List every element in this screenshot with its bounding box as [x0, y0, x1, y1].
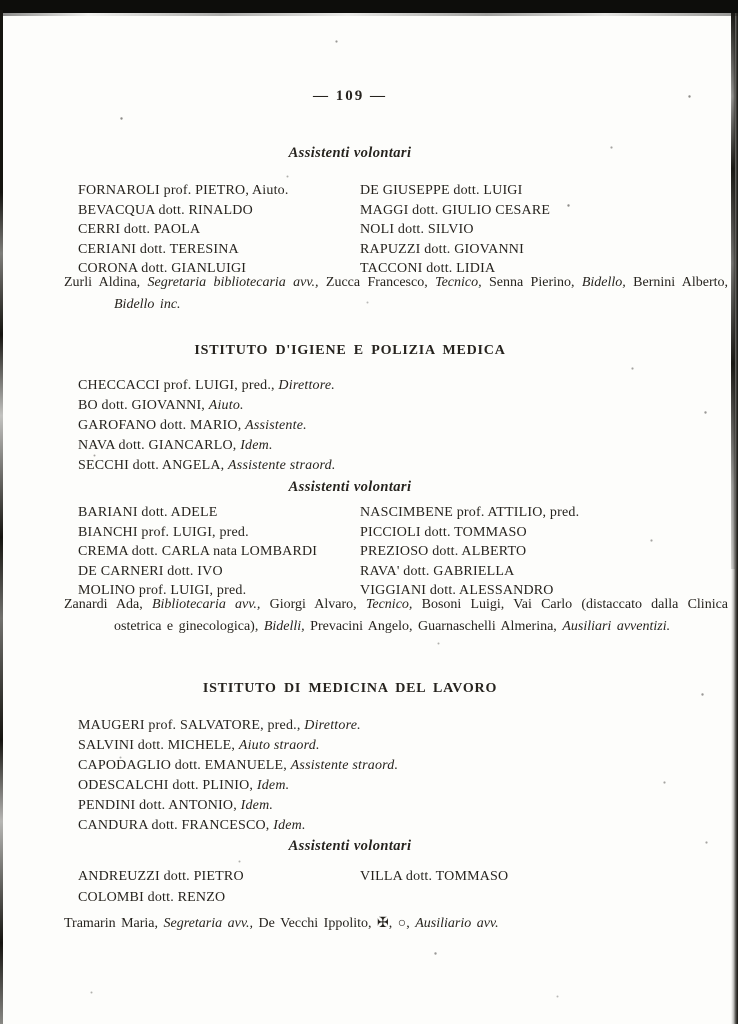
staff-role: Segretaria avv.,: [163, 916, 254, 931]
section-heading-assistenti-volontari-1: Assistenti volontari: [288, 145, 412, 161]
person-name: MAUGERI prof. SALVATORE, pred.,: [78, 718, 305, 733]
volunteer-list-2-left-column: [78, 503, 360, 601]
list-item: [78, 456, 678, 476]
volunteer-list-1-left-column: [78, 181, 360, 279]
staff-name: Zanardi Ada,: [64, 597, 152, 612]
list-item: RAVA' dott. GABRIELLA: [360, 563, 515, 579]
staff-role: Bibliotecaria avv.,: [151, 597, 261, 612]
staff-name: Zurli Aldina,: [64, 275, 148, 290]
list-item: BEVACQUA dott. RINALDO: [78, 202, 253, 218]
staff-name: De Vecchi Ippolito,: [253, 916, 378, 931]
list-item: [78, 716, 678, 736]
list-item: DE CARNERI dott. IVO: [78, 563, 223, 579]
staff-name: Bernini Alberto,: [625, 275, 728, 290]
medicina-lavoro-staff-list: [78, 716, 678, 836]
scan-right-binding-edge: [731, 13, 738, 1024]
scan-noise: [0, 0, 1, 1]
list-item: NOLI dott. SILVIO: [360, 222, 474, 237]
section-heading-istituto-medicina-lavoro: ISTITUTO DI MEDICINA DEL LAVORO: [202, 681, 498, 696]
scan-left-edge: [0, 10, 3, 1024]
list-item: TACCONI dott. LIDIA: [360, 261, 496, 276]
page-number: — 109 —: [313, 88, 387, 104]
list-item: VIGGIANI dott. ALESSANDRO: [360, 583, 554, 598]
staff-name: Giorgi Alvaro,: [260, 597, 366, 612]
list-item: [78, 436, 678, 456]
staff-role: Segretaria bibliotecaria avv.,: [147, 275, 319, 290]
list-item: ANDREUZZI dott. PIETRO: [78, 869, 244, 884]
person-role: Idem.: [256, 778, 290, 793]
section-heading-assistenti-volontari-2: Assistenti volontari: [288, 479, 412, 495]
staff-role: Ausiliari avventizi.: [562, 619, 671, 634]
person-role: Assistente straord.: [228, 458, 336, 473]
section-heading-istituto-igiene: ISTITUTO D'IGIENE E POLIZIA MEDICA: [194, 343, 506, 358]
person-name: GAROFANO dott. MARIO,: [78, 418, 246, 433]
list-item: [78, 756, 678, 776]
list-item: DE GIUSEPPE dott. LUIGI: [360, 183, 523, 198]
person-role: Assistente.: [245, 418, 307, 433]
person-role: Direttore.: [278, 378, 335, 393]
person-name: CAPODAGLIO dott. EMANUELE,: [78, 758, 291, 773]
person-role: Aiuto straord.: [238, 738, 320, 753]
person-role: Assistente straord.: [290, 758, 399, 773]
list-item: CERIANI dott. TERESINA: [78, 241, 239, 257]
person-name: CHECCACCI prof. LUIGI, pred.,: [78, 378, 279, 393]
volunteer-list-3-right-column: [360, 866, 678, 908]
list-item: [78, 816, 678, 836]
list-item: NASCIMBENE prof. ATTILIO, pred.: [360, 505, 580, 520]
staff-paragraph-3: [64, 913, 728, 935]
list-item: [78, 376, 678, 396]
staff-paragraph-1: [64, 272, 728, 316]
person-name: NAVA dott. GIANCARLO,: [78, 438, 241, 453]
person-name: SECCHI dott. ANGELA,: [78, 458, 229, 473]
staff-role: Tecnico,: [365, 597, 413, 612]
volunteer-list-1-right-column: [360, 181, 678, 279]
person-name: ODESCALCHI dott. PLINIO,: [78, 778, 257, 793]
list-item: [78, 396, 678, 416]
person-name: CANDURA dott. FRANCESCO,: [78, 818, 274, 833]
person-role: Direttore.: [304, 718, 361, 733]
person-role: Idem.: [240, 438, 273, 453]
volunteer-list-2: [78, 503, 678, 601]
list-item: [78, 736, 678, 756]
staff-name: Zucca Francesco,: [318, 275, 436, 290]
list-item: MAGGI dott. GIULIO CESARE: [360, 202, 551, 218]
igiene-staff-list: [78, 376, 678, 476]
person-role: Idem.: [240, 798, 274, 813]
person-role: Aiuto.: [208, 398, 244, 413]
list-item: PREZIOSO dott. ALBERTO: [360, 544, 527, 559]
list-item: FORNAROLI prof. PIETRO, Aiuto.: [78, 183, 289, 198]
list-item: MOLINO prof. LUIGI, pred.: [78, 583, 247, 598]
staff-role: Bidello,: [581, 275, 626, 290]
scan-top-border: [0, 0, 738, 13]
list-item: RAPUZZI dott. GIOVANNI: [360, 241, 524, 257]
staff-name: Tramarin Maria,: [64, 916, 164, 931]
volunteer-list-1: [78, 181, 678, 279]
staff-role: Bidelli,: [263, 619, 305, 634]
list-item: [78, 796, 678, 816]
staff-role: Bidello inc.: [114, 297, 181, 312]
person-name: PENDINI dott. ANTONIO,: [78, 798, 241, 813]
staff-name: Bosoni Luigi, Vai Carlo (distaccato dalla Clinica ostetrica e ginecologica),: [114, 597, 729, 634]
volunteer-list-3-left-column: [78, 866, 360, 908]
list-item: BARIANI dott. ADELE: [78, 505, 218, 520]
decoration-cross-and-circle-symbols: ✠, ○,: [377, 916, 416, 931]
staff-paragraph-2: [64, 594, 728, 638]
list-item: CERRI dott. PAOLA: [78, 222, 201, 237]
person-name: SALVINI dott. MICHELE,: [78, 738, 239, 753]
staff-name: Senna Pierino,: [481, 275, 582, 290]
list-item: VILLA dott. TOMMASO: [360, 869, 509, 884]
staff-role: Ausiliario avv.: [415, 916, 499, 931]
staff-name: Prevacini Angelo, Guarnaschelli Almerina,: [304, 619, 563, 634]
list-item: [78, 776, 678, 796]
staff-role: Tecnico,: [435, 275, 482, 290]
list-item: PICCIOLI dott. TOMMASO: [360, 524, 527, 540]
person-name: BO dott. GIOVANNI,: [78, 398, 209, 413]
volunteer-list-3: [78, 866, 678, 908]
volunteer-list-2-right-column: [360, 503, 678, 601]
list-item: COLOMBI dott. RENZO: [78, 890, 226, 905]
list-item: BIANCHI prof. LUIGI, pred.: [78, 524, 249, 540]
person-role: Idem.: [273, 818, 306, 833]
list-item: CREMA dott. CARLA nata LOMBARDI: [78, 544, 318, 559]
list-item: [78, 416, 678, 436]
list-item: CORONA dott. GIANLUIGI: [78, 261, 247, 276]
section-heading-assistenti-volontari-3: Assistenti volontari: [288, 838, 412, 854]
